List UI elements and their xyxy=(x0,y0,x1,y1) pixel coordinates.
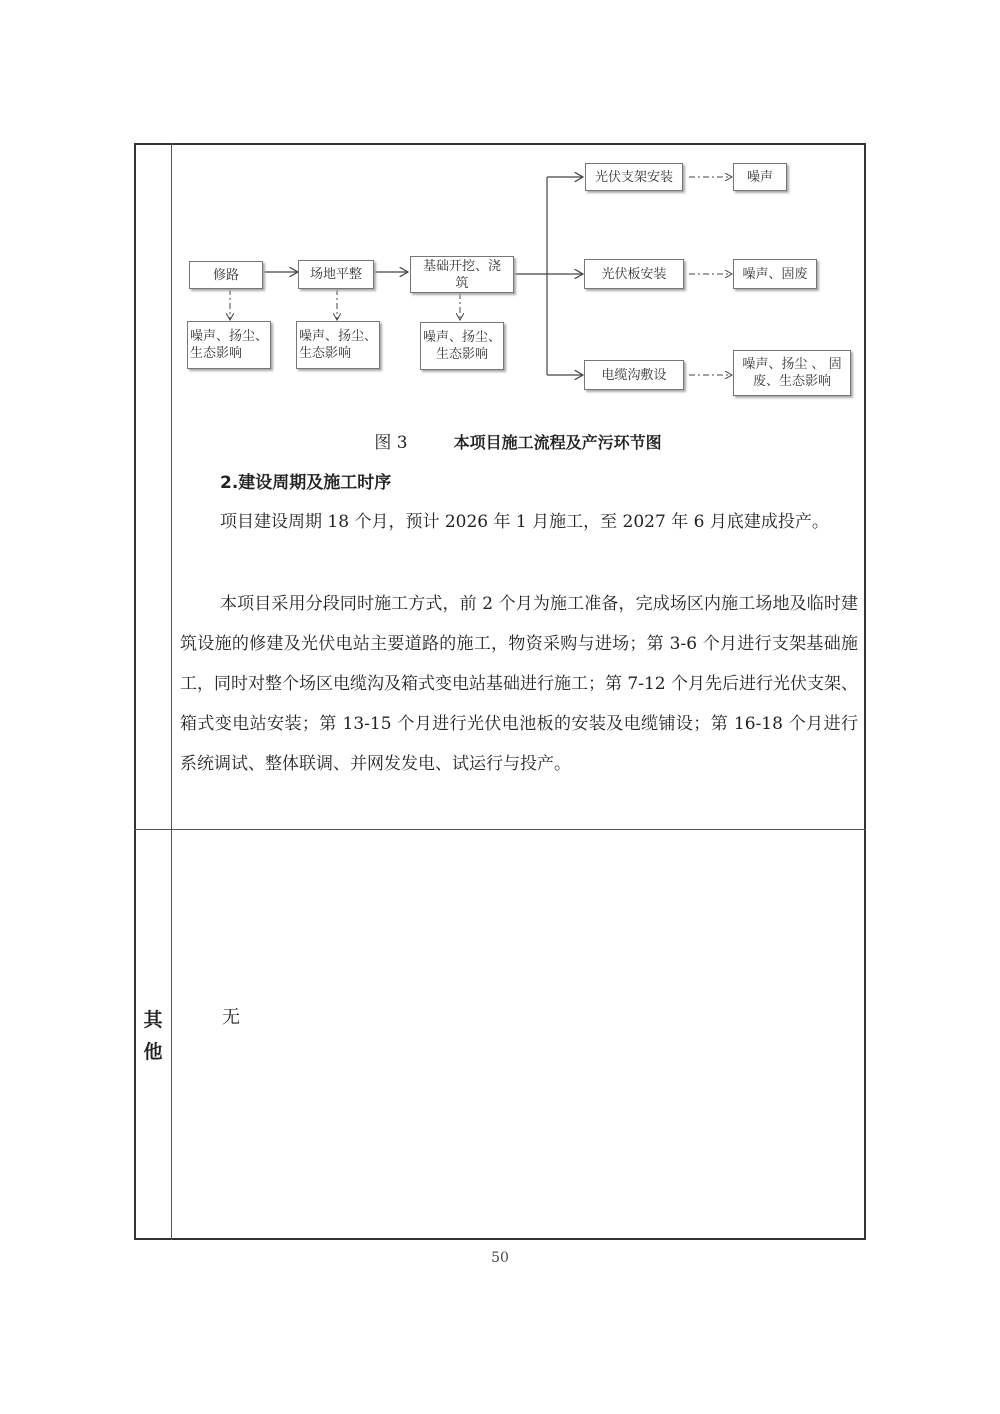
impact-road-label: 噪声、扬尘、生态影响 xyxy=(190,329,269,361)
node-leveling xyxy=(298,260,374,289)
impact-cable-label: 噪声、扬尘 、 固废、生态影响 xyxy=(742,357,842,389)
node-foundation xyxy=(410,256,514,293)
paragraph-sequence: 本项目采用分段同时施工方式，前 2 个月为施工准备，完成场区内施工场地及临时建筑设施的修建及光伏电站主要道路的施工，物资采购与进场；第 3-6 个月进行支架基础施工，同时对整个场区电缆沟及箱式变电站基础进行施工；第 7-12 个月先后进行光伏支架、箱式变电站安装；第 13-15 个月进行光伏电池板的安装及电缆铺设；第 16-18 个月进行系统调试、整体联调、并网发发电、试运行与投产。 xyxy=(180,594,858,774)
node-bracket-label: 光伏支架安装 xyxy=(594,169,673,185)
impact-leveling xyxy=(296,321,380,369)
impact-foundation-label: 噪声、扬尘、生态影响 xyxy=(422,330,501,362)
impact-panel-label: 噪声、固废 xyxy=(742,266,808,282)
other-value: 无 xyxy=(222,1007,240,1028)
impact-bracket xyxy=(733,163,787,191)
impact-foundation xyxy=(420,322,504,370)
impact-road xyxy=(187,321,271,369)
impact-bracket-label: 噪声 xyxy=(746,169,773,185)
node-cable xyxy=(584,360,684,390)
impact-panel xyxy=(733,259,817,289)
construction-flow-diagram xyxy=(172,145,864,405)
node-panel xyxy=(584,259,684,289)
node-panel-label: 光伏板安装 xyxy=(601,266,667,282)
page-number: 50 xyxy=(491,1250,509,1266)
node-road-label: 修路 xyxy=(212,267,239,283)
figure-number: 图 3 xyxy=(374,433,408,453)
section-heading: 2.建设周期及施工时序 xyxy=(220,473,392,493)
figure-title: 本项目施工流程及产污环节图 xyxy=(453,433,662,452)
node-bracket xyxy=(585,163,683,191)
table-row-divider xyxy=(134,829,866,830)
paragraph-schedule: 项目建设周期 18 个月，预计 2026 年 1 月施工，至 2027 年 6 月底建成投产。 xyxy=(220,512,829,532)
node-leveling-label: 场地平整 xyxy=(309,267,362,282)
impact-leveling-label: 噪声、扬尘、生态影响 xyxy=(299,329,378,361)
node-road xyxy=(189,261,263,289)
node-foundation-label: 基础开挖、浇筑 xyxy=(422,258,501,291)
node-cable-label: 电缆沟敷设 xyxy=(601,367,667,383)
impact-cable xyxy=(733,350,851,396)
figure-caption xyxy=(172,428,864,453)
other-label: 其他 xyxy=(143,1009,163,1063)
